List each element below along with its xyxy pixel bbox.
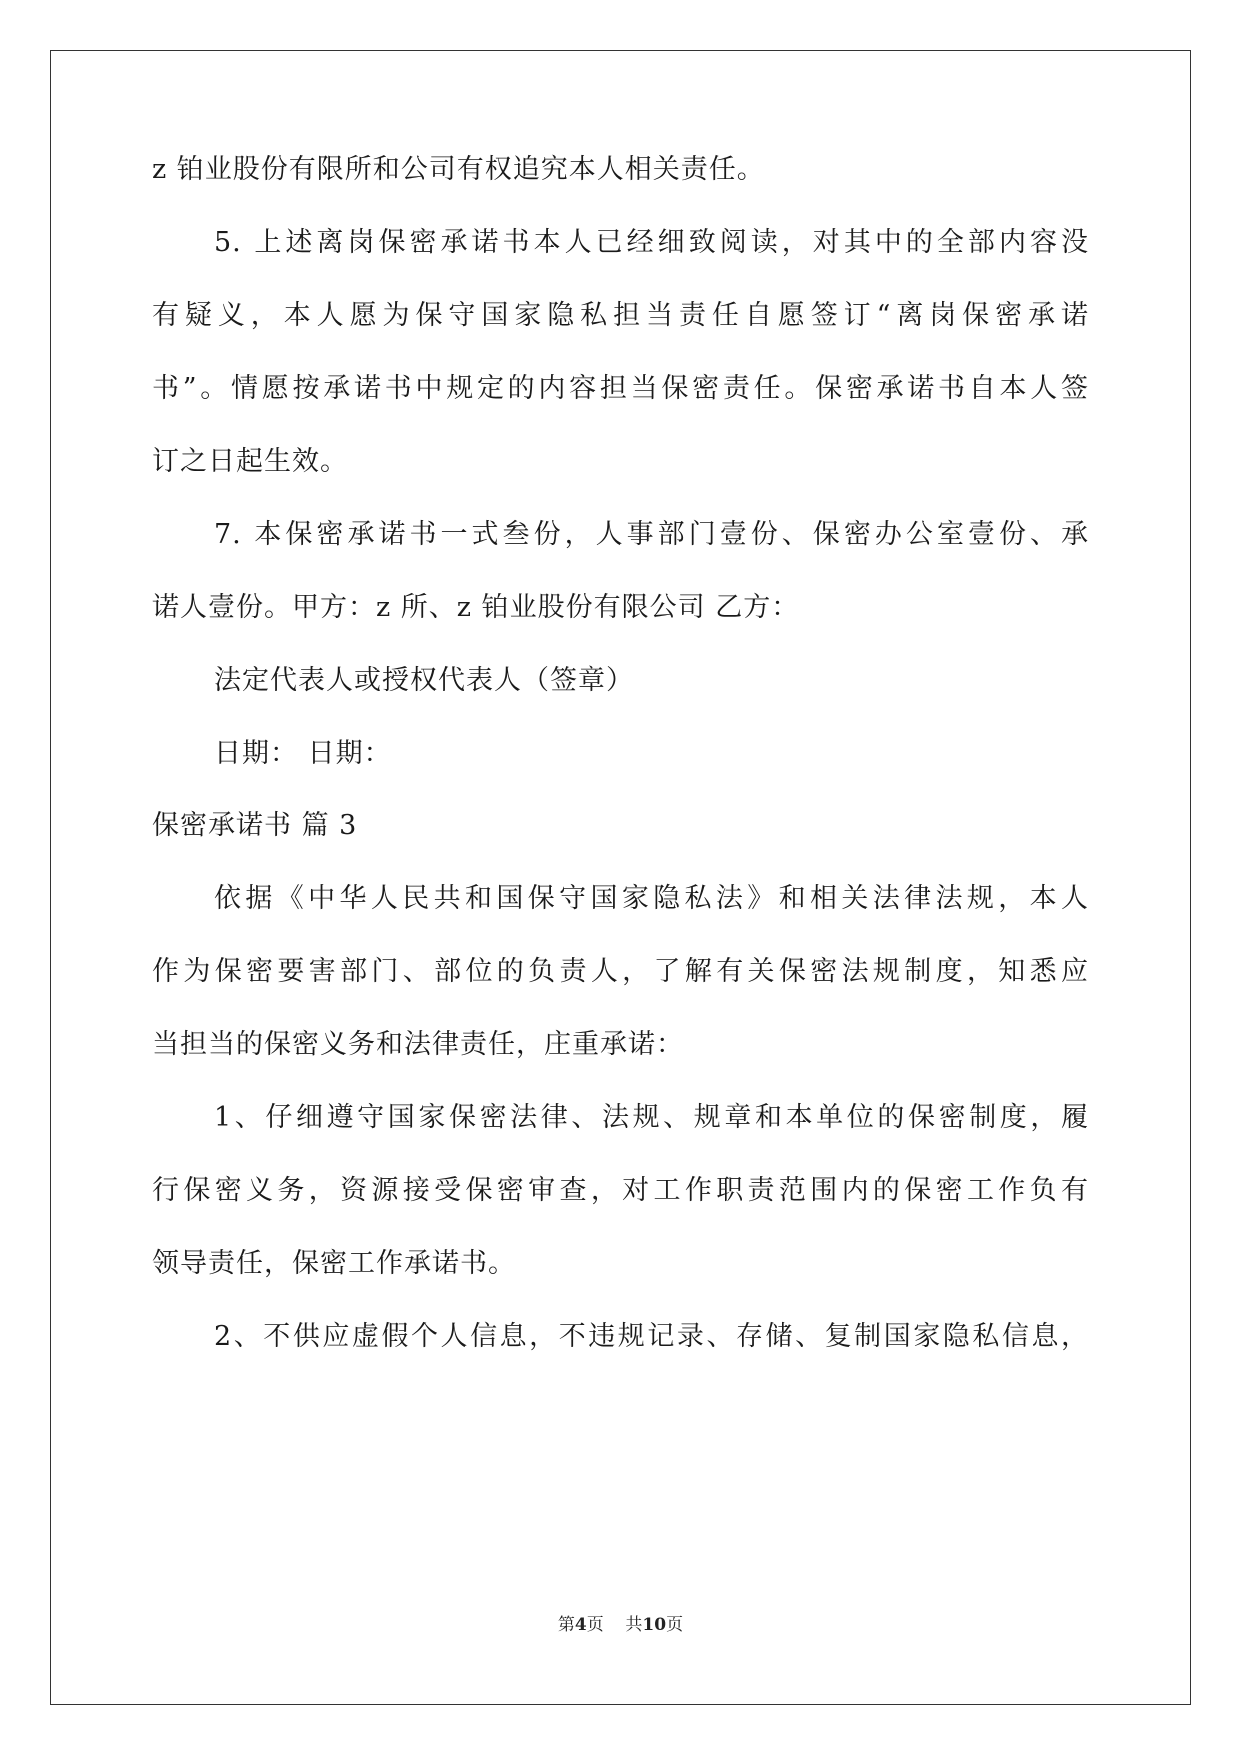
- total-page-number: 10: [642, 1615, 667, 1635]
- text-line-12: 作为保密要害部门、部位的负责人，了解有关保密法规制度，知悉应: [152, 956, 1089, 987]
- text-line-3: 有疑义，本人愿为保守国家隐私担当责任自愿签订“离岗保密承诺: [152, 300, 1089, 331]
- text-line-7: 诺人壹份。甲方：z 所、z 铂业股份有限公司 乙方：: [152, 592, 800, 623]
- text-line-13: 当担当的保密义务和法律责任，庄重承诺：: [152, 1029, 684, 1060]
- text-line-8: 法定代表人或授权代表人（签章）: [214, 665, 634, 696]
- text-line-9: 日期： 日期：: [214, 738, 392, 769]
- text-line-4: 书”。情愿按承诺书中规定的内容担当保密责任。保密承诺书自本人签: [152, 373, 1089, 404]
- text-line-14: 1、仔细遵守国家保密法律、法规、规章和本单位的保密制度，履: [214, 1102, 1089, 1133]
- footer-prefix: 第: [557, 1615, 575, 1635]
- section-heading: 保密承诺书 篇 3: [152, 810, 358, 841]
- current-page-number: 4: [574, 1615, 587, 1635]
- footer-middle: 页 共: [586, 1615, 643, 1635]
- text-line-6: 7. 本保密承诺书一式叁份，人事部门壹份、保密办公室壹份、承: [214, 519, 1089, 550]
- page-footer: [0, 1610, 1241, 1635]
- text-line-17: 2、不供应虚假个人信息，不违规记录、存储、复制国家隐私信息，: [214, 1321, 1089, 1352]
- text-line-2: 5. 上述离岗保密承诺书本人已经细致阅读，对其中的全部内容没: [214, 227, 1089, 258]
- text-line-15: 行保密义务，资源接受保密审查，对工作职责范围内的保密工作负有: [152, 1175, 1089, 1206]
- text-line-16: 领导责任，保密工作承诺书。: [152, 1248, 516, 1279]
- footer-suffix: 页: [666, 1615, 684, 1635]
- text-line-5: 订之日起生效。: [152, 446, 348, 477]
- text-line-11: 依据《中华人民共和国保守国家隐私法》和相关法律法规，本人: [214, 883, 1089, 914]
- text-line-1: z 铂业股份有限所和公司有权追究本人相关责任。: [152, 154, 765, 185]
